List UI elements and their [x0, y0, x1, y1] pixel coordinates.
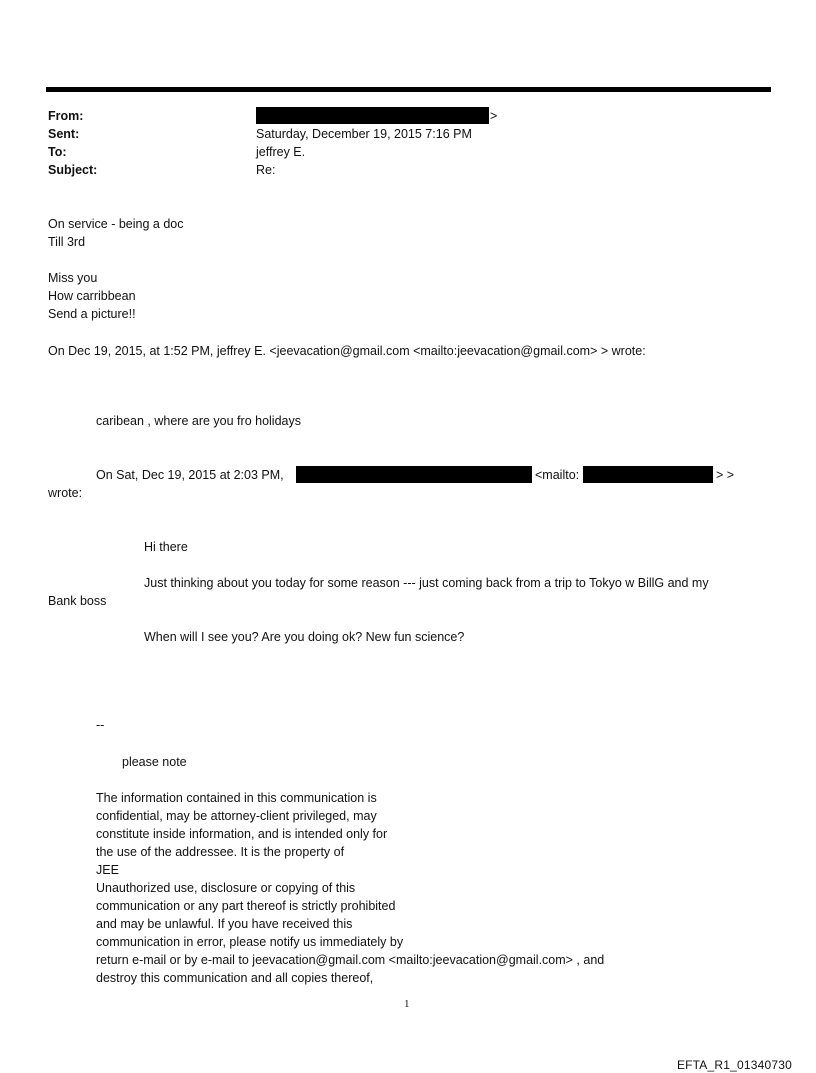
disclaimer-line: communication or any part thereof is strictly prohibited	[96, 899, 396, 913]
reply-line: Send a picture!!	[48, 307, 136, 321]
quoted-body-line-cont: Bank boss	[48, 594, 107, 608]
subject-value: Re:	[256, 163, 276, 177]
reply-line: How carribbean	[48, 289, 136, 303]
header-rule	[46, 87, 771, 92]
greeting: Hi there	[144, 540, 188, 554]
quote-header-2-mailto: <mailto:	[535, 468, 580, 482]
redaction-from-block	[256, 107, 489, 124]
reply-line: On service - being a doc	[48, 217, 184, 231]
disclaimer-line: constitute inside information, and is intended only for	[96, 827, 388, 841]
quote-header-2-wrote: wrote:	[48, 486, 83, 500]
quoted-text-1: caribean , where are you fro holidays	[96, 414, 301, 428]
to-label: To:	[48, 145, 67, 159]
sent-label: Sent:	[48, 127, 80, 141]
disclaimer-line: JEE	[96, 863, 119, 877]
quoted-body-line: Just thinking about you today for some reason --- just coming back from a trip to Tokyo w BillG and my	[144, 576, 709, 590]
subject-label: Subject:	[48, 163, 98, 177]
disclaimer-line: return e-mail or by e-mail to jeevacation@gmail.com <mailto:jeevacation@gmail.com> , and	[96, 953, 605, 967]
to-value: jeffrey E.	[256, 145, 306, 159]
disclaimer-line: Unauthorized use, disclosure or copying of this	[96, 881, 356, 895]
disclaimer-line: communication in error, please notify us immediately by	[96, 935, 404, 949]
page-number: 1	[404, 998, 410, 1010]
signature-note: please note	[122, 755, 187, 769]
quote-header-2-end: > >	[716, 468, 735, 482]
disclaimer-line: destroy this communication and all copies thereof,	[96, 971, 374, 985]
reply-line: Miss you	[48, 271, 98, 285]
quoted-body-line: When will I see you? Are you doing ok? New fun science?	[144, 630, 465, 644]
sent-value: Saturday, December 19, 2015 7:16 PM	[256, 127, 472, 141]
disclaimer-line: The information contained in this communication is	[96, 791, 377, 805]
signature-dashes: --	[96, 718, 105, 732]
reply-line: Till 3rd	[48, 235, 86, 249]
disclaimer-line: the use of the addressee. It is the property of	[96, 845, 345, 859]
redaction-sender-name	[296, 466, 532, 483]
redaction-sender-email	[583, 466, 713, 483]
disclaimer-line: and may be unlawful. If you have received this	[96, 917, 353, 931]
from-label: From:	[48, 109, 84, 123]
quote-header-2-prefix: On Sat, Dec 19, 2015 at 2:03 PM,	[96, 468, 284, 482]
from-value-suffix: >	[490, 109, 498, 123]
document-id-footer: EFTA_R1_01340730	[676, 1058, 792, 1072]
quote-header-1: On Dec 19, 2015, at 1:52 PM, jeffrey E. <jeevacation@gmail.com <mailto:jeevacation@gmail.com> > wrote:	[48, 344, 646, 358]
disclaimer-line: confidential, may be attorney-client privileged, may	[96, 809, 377, 823]
